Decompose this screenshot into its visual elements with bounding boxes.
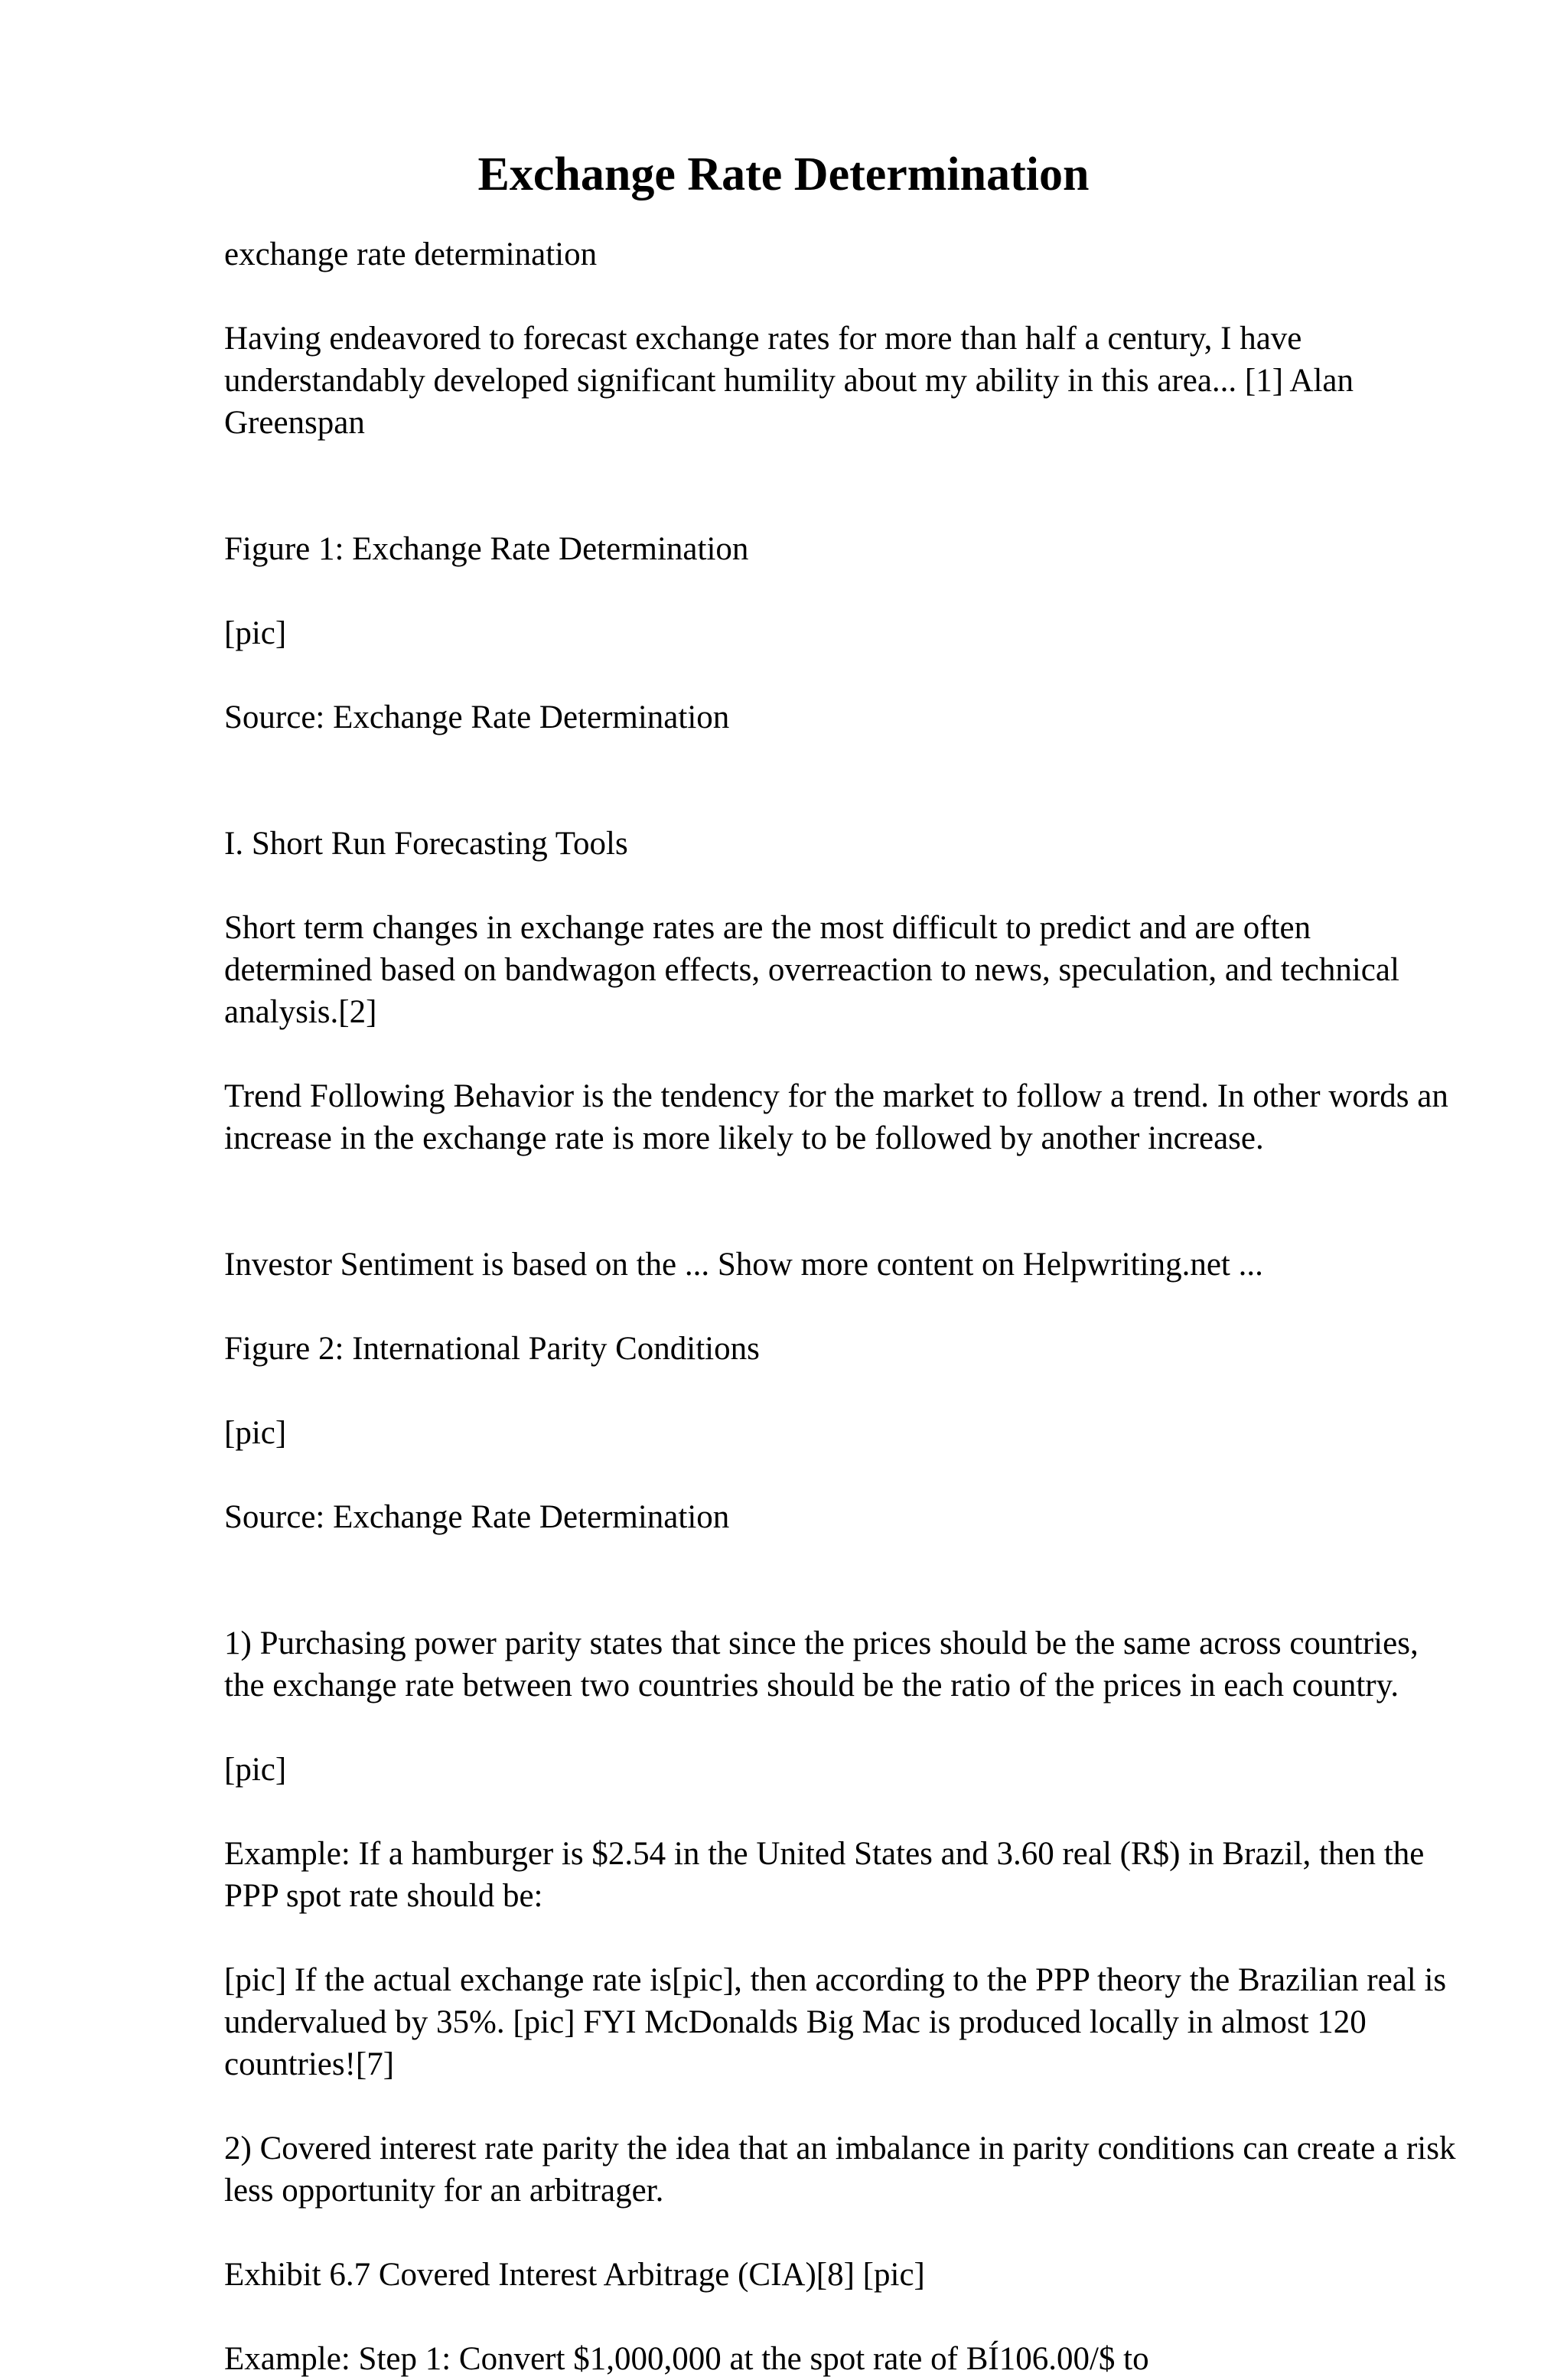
figure-2-source: Source: Exchange Rate Determination [224,1499,730,1535]
standalone-image-placeholder: [pic] [224,1752,287,1788]
figure-1-image-placeholder: [pic] [224,615,287,651]
document-body [224,233,1464,2380]
covered-interest-paragraph: 2) Covered interest rate parity the idea that an imbalance in parity conditions can create a risk less opportunity for an arbitrager. [224,2131,1456,2209]
subtitle-text: exchange rate determination [224,236,598,272]
short-term-paragraph: Short term changes in exchange rates are the most difficult to predict and are often determined based on bandwagon effects, overreaction to news, speculation, and technical analysis.[2] [224,910,1399,1030]
investor-sentiment-line: Investor Sentiment is based on the ... Show more content on Helpwriting.net ... [224,1247,1263,1283]
figure-1-caption: Figure 1: Exchange Rate Determination [224,531,749,567]
section-1-heading: I. Short Run Forecasting Tools [224,826,628,862]
actual-exchange-rate-paragraph: [pic] If the actual exchange rate is[pic], then according to the PPP theory the Brazilian real is undervalued by 35%. [pic] FYI McDonalds Big Mac is produced locally in almost 120 countries![7] [224,1962,1447,2082]
ppp-paragraph: 1) Purchasing power parity states that since the prices should be the same across countries, the exchange rate between two countries should be the ratio of the prices in each country. [224,1625,1419,1703]
hamburger-example-paragraph: Example: If a hamburger is $2.54 in the United States and 3.60 real (R$) in Brazil, then the PPP spot rate should be: [224,1836,1425,1914]
page-title: Exchange Rate Determination [477,148,1090,201]
greenspan-quote: Having endeavored to forecast exchange rates for more than half a century, I have understandably developed significant humility about my ability in this area... [1] Alan Greenspan [224,321,1354,441]
figure-2-caption: Figure 2: International Parity Conditions [224,1331,760,1367]
figure-1-source: Source: Exchange Rate Determination [224,699,730,735]
figure-2-image-placeholder: [pic] [224,1415,287,1451]
exhibit-line: Exhibit 6.7 Covered Interest Arbitrage (CIA)[8] [pic] [224,2257,925,2293]
investor-figure-2-block [224,1201,1464,1580]
figure-1-block [224,486,1464,781]
step-1-line: Example: Step 1: Convert $1,000,000 at the spot rate of BÍ106.00/$ to [224,2341,1149,2377]
trend-following-paragraph: Trend Following Behavior is the tendency for the market to follow a trend. In other words an increase in the exchange rate is more likely to be followed by another increase. [224,1078,1448,1156]
